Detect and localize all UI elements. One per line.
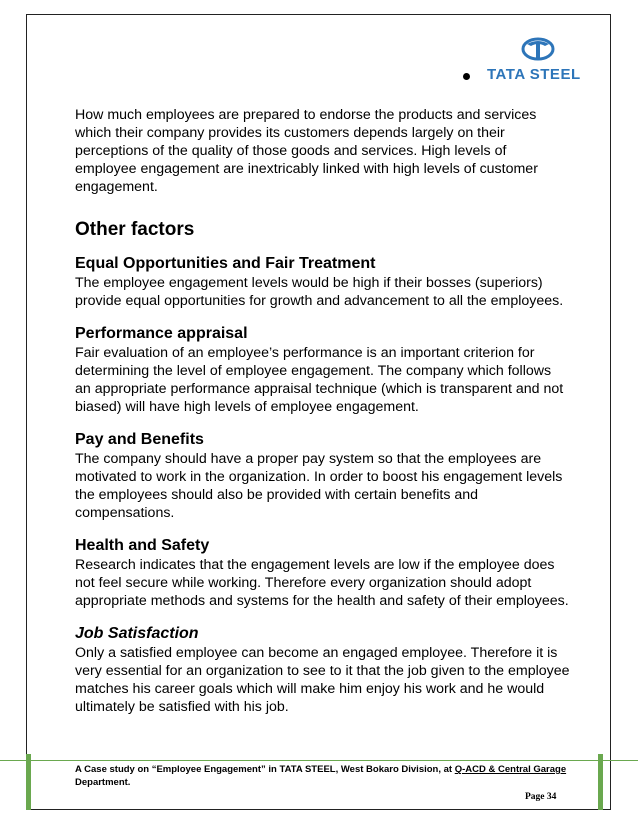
footer-text <box>75 763 575 789</box>
document-body <box>75 106 570 726</box>
footer-bar-right <box>598 754 603 810</box>
footer-prefix: A Case study on “Employee Engagement” in TATA STEEL, West Bokaro Division, at <box>75 764 455 775</box>
footer-bar-left <box>26 754 31 810</box>
section-body: The company should have a proper pay system so that the employees are motivated to work in the organization. In order to boost his engagement levels the employees should also be provided with certain benefits and compensations. <box>75 451 563 521</box>
intro-paragraph: How much employees are prepared to endorse the products and services which their company provides its customers depends largely on their perceptions of the quality of those goods and services. High levels of employee engagement are inextricably linked with high levels of customer engagement. <box>75 107 538 195</box>
section-performance-appraisal <box>75 324 570 416</box>
section-body: Only a satisfied employee can become an engaged employee. Therefore it is very essential for an organization to see to it that the job given to the employee matches his career goals which will make him enjoy his work and he would ultimately be satisfied with his job. <box>75 645 570 715</box>
section-title: Job Satisfaction <box>75 625 199 642</box>
logo-brand: TATA <box>487 66 526 83</box>
logo-name: STEEL <box>529 66 581 83</box>
section-body: The employee engagement levels would be high if their bosses (superiors) provide equal opportunities for growth and advancement to all the employees. <box>75 275 564 309</box>
section-title: Pay and Benefits <box>75 431 204 448</box>
section-equal-opportunities <box>75 254 570 310</box>
section-health-safety <box>75 536 570 610</box>
section-title: Equal Opportunities and Fair Treatment <box>75 255 376 272</box>
page-number: Page 34 <box>525 792 557 802</box>
section-title: Health and Safety <box>75 537 210 554</box>
footer-suffix: Department. <box>75 777 131 788</box>
section-job-satisfaction <box>75 624 570 716</box>
section-heading: Other factors <box>75 219 195 240</box>
section-body: Research indicates that the engagement levels are low if the employee does not feel secure while working. Therefore every organization should adopt appropriate methods and systems for the health and safety of their employees. <box>75 557 569 609</box>
section-title: Performance appraisal <box>75 325 248 342</box>
section-pay-benefits <box>75 430 570 522</box>
section-body: Fair evaluation of an employee’s performance is an important criterion for determining the level of employee engagement. The company which follows an appropriate performance appraisal technique (which is transparent and not biased) will have high levels of employee engagement. <box>75 345 564 415</box>
company-logo-text <box>487 66 581 83</box>
footer-divider <box>0 760 638 761</box>
bullet-dot <box>463 73 470 80</box>
footer-underlined: Q-ACD & Central Garage <box>454 764 567 775</box>
